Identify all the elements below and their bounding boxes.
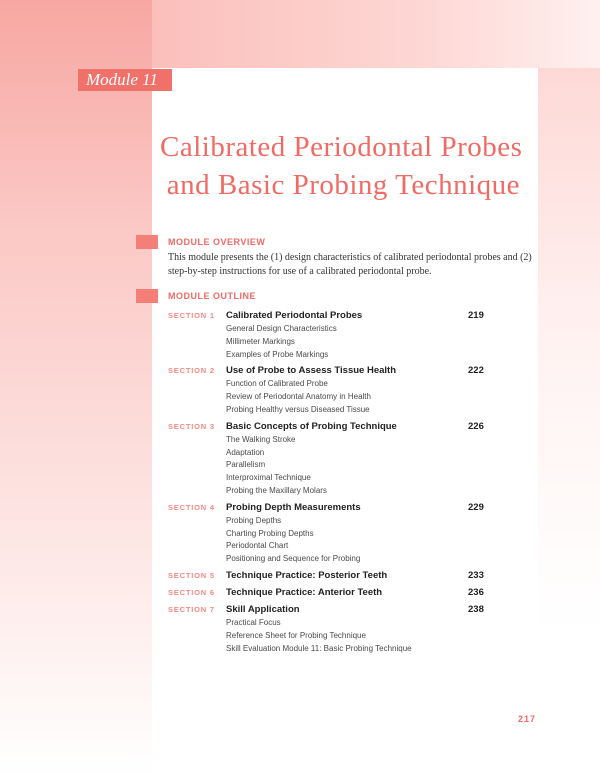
section-page-number: 222 — [468, 365, 484, 377]
section-title: Use of Probe to Assess Tissue Health — [226, 365, 397, 377]
section-label: SECTION 7 — [168, 604, 215, 614]
section-title: Technique Practice: Posterior Teeth — [226, 569, 388, 581]
outline-marker — [136, 289, 158, 303]
subsection-item: Function of Calibrated Probe — [226, 379, 328, 389]
background-right-band — [538, 68, 600, 776]
section-label: SECTION 1 — [168, 311, 215, 320]
section-title: Skill Application — [226, 603, 300, 615]
page-number: 217 — [518, 714, 537, 724]
outline-heading: MODULE OUTLINE — [168, 291, 256, 301]
subsection-item: Millimeter Markings — [226, 336, 295, 346]
outline-section — [168, 568, 498, 583]
section-title-line — [226, 419, 498, 434]
subsection-item: Charting Probing Depths — [226, 528, 314, 538]
section-title-line — [226, 585, 498, 600]
subsection-item: Practical Focus — [226, 617, 281, 627]
section-page-number: 238 — [468, 603, 484, 615]
section-page-number: 219 — [468, 310, 484, 321]
section-body — [226, 585, 498, 600]
subsection-item: The Walking Stroke — [226, 434, 296, 444]
section-page-number: 226 — [468, 420, 484, 432]
section-title-line — [226, 568, 498, 583]
section-label: SECTION 3 — [168, 421, 215, 431]
outline-section — [168, 500, 498, 566]
page-title — [160, 128, 523, 204]
section-label: SECTION 2 — [168, 366, 215, 376]
section-title-line — [226, 602, 498, 617]
outline-section — [168, 308, 498, 361]
section-title-line — [226, 500, 498, 515]
section-label: SECTION 6 — [168, 587, 215, 597]
section-page-number: 233 — [468, 569, 484, 581]
subsection-item: Periodontal Chart — [226, 541, 289, 551]
background-left-band — [0, 0, 152, 776]
outline-section — [168, 585, 498, 600]
section-body — [226, 500, 498, 566]
section-title-line — [226, 363, 498, 378]
section-title: Technique Practice: Anterior Teeth — [226, 586, 383, 598]
subsection-item: Interproximal Technique — [226, 473, 311, 483]
subsection-item: Probing Depths — [226, 515, 282, 525]
section-label: SECTION 4 — [168, 502, 215, 512]
subsection-item: Adaptation — [226, 447, 265, 457]
section-body — [226, 568, 498, 583]
section-label: SECTION 5 — [168, 570, 215, 580]
outline-section — [168, 602, 498, 655]
background-top-band — [152, 0, 600, 68]
section-page-number: 229 — [468, 501, 484, 513]
section-title: Basic Concepts of Probing Technique — [226, 420, 397, 432]
overview-text: This module presents the (1) design characteristics of calibrated periodontal probes and (2) step-by-step instructions for use of a calibrated periodontal probe. — [168, 252, 532, 277]
overview-heading: MODULE OVERVIEW — [168, 237, 266, 247]
subsection-item: Reference Sheet for Probing Technique — [226, 630, 366, 640]
subsection-item: Probing the Maxillary Molars — [226, 485, 327, 495]
module-label: Module 11 — [78, 69, 172, 91]
subsection-item: Skill Evaluation Module 11: Basic Probing Technique — [226, 643, 412, 653]
subsection-item: Probing Healthy versus Diseased Tissue — [226, 404, 370, 414]
section-title: Probing Depth Measurements — [226, 501, 361, 513]
module-outline — [168, 308, 498, 655]
section-body — [226, 308, 498, 361]
title-line-1: Calibrated Periodontal Probes — [160, 131, 523, 163]
section-body — [226, 363, 498, 416]
outline-section — [168, 419, 498, 498]
subsection-item: Examples of Probe Markings — [226, 349, 329, 359]
section-page-number: 236 — [468, 586, 484, 598]
section-title-line — [226, 308, 498, 323]
outline-section — [168, 363, 498, 416]
section-body — [226, 419, 498, 498]
subsection-item: Positioning and Sequence for Probing — [226, 554, 361, 564]
section-body — [226, 602, 498, 655]
subsection-item: Review of Periodontal Anatomy in Health — [226, 392, 371, 402]
subsection-item: General Design Characteristics — [226, 324, 337, 333]
title-line-2: and Basic Probing Technique — [166, 169, 520, 201]
overview-marker — [136, 235, 158, 249]
subsection-item: Parallelism — [226, 460, 266, 470]
section-title: Calibrated Periodontal Probes — [226, 310, 363, 321]
